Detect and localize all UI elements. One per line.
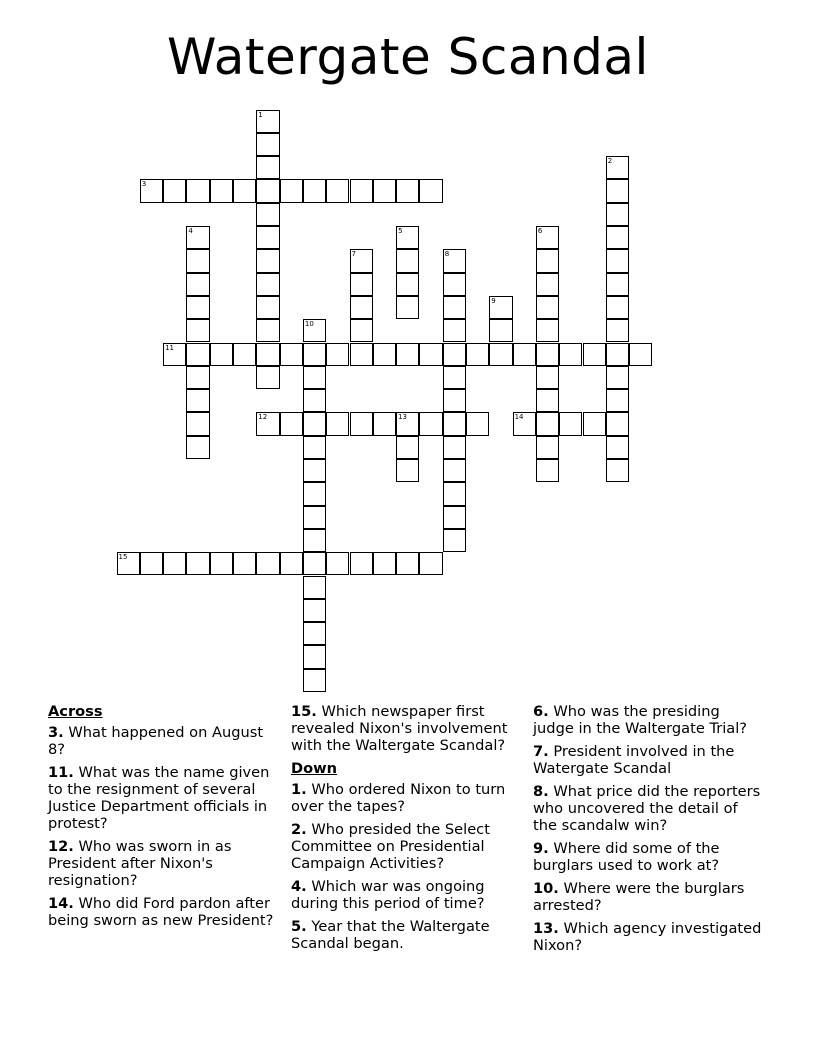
clue-down-7: 7. President involved in the Watergate Scandal [533, 743, 735, 777]
crossword-cell[interactable] [326, 552, 349, 575]
clue-down-1: 1. Who ordered Nixon to turn over the tapes? [291, 781, 506, 815]
crossword-cell[interactable] [256, 343, 279, 366]
crossword-cell[interactable] [536, 296, 559, 319]
crossword-cell[interactable] [186, 249, 209, 272]
clue-number: 7 [351, 250, 356, 259]
crossword-cell[interactable] [443, 482, 466, 505]
puzzle-title: Watergate Scandal [167, 28, 649, 86]
clue-down-10: 10. Where were the burglars arrested? [533, 880, 745, 914]
crossword-cell[interactable] [186, 319, 209, 342]
crossword-cell[interactable] [350, 319, 373, 342]
clue-down-4: 4. Which war was ongoing during this period of time? [291, 878, 485, 912]
clue-number: 5 [398, 227, 403, 235]
crossword-cell[interactable] [303, 506, 326, 529]
crossword-cell[interactable] [303, 436, 326, 459]
crossword-cell[interactable] [629, 343, 652, 366]
clue-number: 15 [118, 553, 128, 562]
crossword-cell[interactable] [140, 179, 163, 202]
crossword-cell[interactable] [606, 249, 629, 272]
crossword-cell[interactable] [536, 273, 559, 296]
crossword-cell[interactable] [443, 389, 466, 412]
crossword-cell[interactable] [256, 249, 279, 272]
crossword-cell[interactable] [396, 179, 419, 202]
crossword-cell[interactable] [606, 436, 629, 459]
crossword-cell[interactable] [443, 506, 466, 529]
crossword-cell[interactable] [419, 552, 442, 575]
crossword-cell[interactable] [186, 552, 209, 575]
crossword-cell[interactable] [466, 412, 489, 435]
clue-number: 6 [537, 227, 543, 235]
crossword-cell[interactable] [606, 156, 629, 179]
crossword-cell[interactable] [210, 552, 233, 575]
crossword-cell[interactable] [233, 179, 256, 202]
crossword-cell[interactable] [396, 296, 419, 319]
crossword-cell[interactable] [443, 366, 466, 389]
crossword-cell[interactable] [256, 133, 279, 156]
crossword-cell[interactable] [303, 319, 326, 342]
crossword-cell[interactable] [606, 226, 629, 249]
crossword-cell[interactable] [303, 343, 326, 366]
crossword-cell[interactable] [303, 482, 326, 505]
crossword-cell[interactable] [606, 366, 629, 389]
crossword-cell[interactable] [256, 179, 279, 202]
crossword-cell[interactable] [606, 459, 629, 482]
crossword-cell[interactable] [186, 366, 209, 389]
crossword-cell[interactable] [280, 412, 303, 435]
crossword-cell[interactable] [256, 552, 279, 575]
crossword-cell[interactable] [233, 343, 256, 366]
clue-number: 9 [491, 296, 496, 305]
crossword-cell[interactable] [350, 273, 373, 296]
clue-across-11: 11. What was the name given to the resignment of several Justice Department officials in protest? [48, 764, 270, 832]
crossword-cell[interactable] [303, 622, 326, 645]
crossword-cell[interactable] [350, 296, 373, 319]
crossword-cell[interactable] [443, 319, 466, 342]
clue-down-6: 6. Who was the presiding judge in the Waltergate Trial? [533, 703, 748, 737]
clue-column-3 [533, 703, 765, 960]
clue-number: 11 [165, 343, 175, 352]
clue-number: 4 [188, 227, 193, 235]
crossword-cell[interactable] [303, 459, 326, 482]
crossword-cell[interactable] [303, 552, 326, 575]
crossword-cell[interactable] [140, 552, 163, 575]
clue-across-15: 15. Which newspaper first revealed Nixon's involvement with the Waltergate Scandal? [291, 703, 508, 754]
crossword-cell[interactable] [303, 576, 326, 599]
crossword-cell[interactable] [443, 412, 466, 435]
crossword-cell[interactable] [419, 179, 442, 202]
crossword-cell[interactable] [256, 110, 279, 133]
crossword-cell[interactable] [489, 319, 512, 342]
crossword-cell[interactable] [396, 436, 419, 459]
crossword-cell[interactable] [280, 179, 303, 202]
clue-column-1 [48, 703, 280, 935]
crossword-cell[interactable] [606, 412, 629, 435]
crossword-cell[interactable] [536, 343, 559, 366]
crossword-cell[interactable] [606, 179, 629, 202]
crossword-cell[interactable] [606, 296, 629, 319]
crossword-cell[interactable] [443, 343, 466, 366]
crossword-cell[interactable] [443, 436, 466, 459]
crossword-cell[interactable] [186, 226, 209, 249]
crossword-cell[interactable] [303, 669, 326, 692]
crossword-cell[interactable] [513, 343, 536, 366]
crossword-cell[interactable] [350, 249, 373, 272]
crossword-cell[interactable] [536, 249, 559, 272]
crossword-cell[interactable] [396, 343, 419, 366]
crossword-cell[interactable] [350, 552, 373, 575]
clue-number: 3 [141, 180, 147, 189]
crossword-cell[interactable] [489, 343, 512, 366]
across-heading: Across [48, 703, 103, 720]
crossword-cell[interactable] [350, 343, 373, 366]
clue-number: 8 [444, 250, 450, 259]
crossword-cell[interactable] [303, 599, 326, 622]
crossword-cell[interactable] [280, 343, 303, 366]
clue-down-5: 5. Year that the Waltergate Scandal began. [291, 918, 490, 952]
crossword-cell[interactable] [186, 296, 209, 319]
crossword-cell[interactable] [466, 343, 489, 366]
clue-number: 12 [258, 413, 268, 422]
crossword-cell[interactable] [256, 156, 279, 179]
crossword-cell[interactable] [373, 412, 396, 435]
crossword-cell[interactable] [303, 529, 326, 552]
crossword-cell[interactable] [326, 179, 349, 202]
crossword-cell[interactable] [396, 412, 419, 435]
crossword-cell[interactable] [326, 343, 349, 366]
crossword-cell[interactable] [256, 226, 279, 249]
crossword-cell[interactable] [443, 296, 466, 319]
crossword-cell[interactable] [256, 273, 279, 296]
crossword-cell[interactable] [559, 412, 582, 435]
crossword-cell[interactable] [443, 249, 466, 272]
crossword-cell[interactable] [373, 343, 396, 366]
crossword-cell[interactable] [256, 319, 279, 342]
crossword-cell[interactable] [117, 552, 140, 575]
clue-down-2: 2. Who presided the Select Committee on Presidential Campaign Activities? [291, 821, 490, 872]
crossword-cell[interactable] [186, 412, 209, 435]
crossword-cell[interactable] [419, 412, 442, 435]
crossword-cell[interactable] [536, 389, 559, 412]
crossword-cell[interactable] [186, 389, 209, 412]
down-heading: Down [291, 760, 338, 777]
crossword-cell[interactable] [350, 179, 373, 202]
clue-number: 2 [607, 157, 613, 166]
clue-down-9: 9. Where did some of the burglars used to work at? [533, 840, 720, 874]
crossword-cell[interactable] [256, 296, 279, 319]
crossword-cell[interactable] [419, 343, 442, 366]
crossword-cell[interactable] [350, 412, 373, 435]
crossword-cell[interactable] [513, 412, 536, 435]
crossword-cell[interactable] [186, 273, 209, 296]
crossword-cell[interactable] [210, 343, 233, 366]
crossword-cell[interactable] [443, 459, 466, 482]
crossword-cell[interactable] [233, 552, 256, 575]
crossword-cell[interactable] [396, 552, 419, 575]
crossword-cell[interactable] [606, 343, 629, 366]
clue-down-8: 8. What price did the reporters who uncovered the detail of the scandalw win? [533, 783, 761, 834]
clue-across-12: 12. Who was sworn in as President after Nixon's resignation? [48, 838, 232, 889]
crossword-cell[interactable] [606, 389, 629, 412]
crossword-cell[interactable] [186, 436, 209, 459]
crossword-cell[interactable] [396, 226, 419, 249]
crossword-cell[interactable] [443, 273, 466, 296]
crossword-cell[interactable] [536, 459, 559, 482]
clue-down-13: 13. Which agency investigated Nixon? [533, 920, 762, 954]
clue-number: 1 [258, 110, 263, 119]
crossword-cell[interactable] [536, 319, 559, 342]
crossword-cell[interactable] [396, 273, 419, 296]
clue-number: 13 [398, 413, 408, 422]
crossword-cell[interactable] [536, 412, 559, 435]
crossword-cell[interactable] [186, 343, 209, 366]
crossword-cell[interactable] [163, 552, 186, 575]
crossword-cell[interactable] [373, 552, 396, 575]
crossword-cell[interactable] [303, 179, 326, 202]
crossword-cell[interactable] [583, 412, 606, 435]
crossword-cell[interactable] [256, 412, 279, 435]
crossword-cell[interactable] [256, 366, 279, 389]
crossword-cell[interactable] [489, 296, 512, 319]
crossword-cell[interactable] [326, 412, 349, 435]
crossword-cell[interactable] [186, 179, 209, 202]
clue-column-2 [291, 703, 523, 958]
crossword-cell[interactable] [396, 459, 419, 482]
crossword-cell[interactable] [373, 179, 396, 202]
crossword-cell[interactable] [280, 552, 303, 575]
crossword-cell[interactable] [163, 343, 186, 366]
clue-across-3: 3. What happened on August 8? [48, 724, 264, 758]
crossword-cell[interactable] [303, 645, 326, 668]
crossword-cell[interactable] [163, 179, 186, 202]
crossword-cell[interactable] [606, 319, 629, 342]
crossword-cell[interactable] [536, 436, 559, 459]
crossword-cell[interactable] [443, 529, 466, 552]
crossword-cell[interactable] [210, 179, 233, 202]
crossword-cell[interactable] [303, 366, 326, 389]
crossword-cell[interactable] [256, 203, 279, 226]
crossword-cell[interactable] [396, 249, 419, 272]
crossword-cell[interactable] [559, 343, 582, 366]
crossword-cell[interactable] [606, 273, 629, 296]
crossword-cell[interactable] [303, 412, 326, 435]
crossword-cell[interactable] [536, 226, 559, 249]
clue-across-14: 14. Who did Ford pardon after being sworn as new President? [48, 895, 274, 929]
clue-number: 14 [514, 413, 524, 422]
clue-number: 10 [304, 320, 314, 329]
crossword-cell[interactable] [606, 203, 629, 226]
crossword-cell[interactable] [583, 343, 606, 366]
crossword-cell[interactable] [536, 366, 559, 389]
crossword-cell[interactable] [303, 389, 326, 412]
